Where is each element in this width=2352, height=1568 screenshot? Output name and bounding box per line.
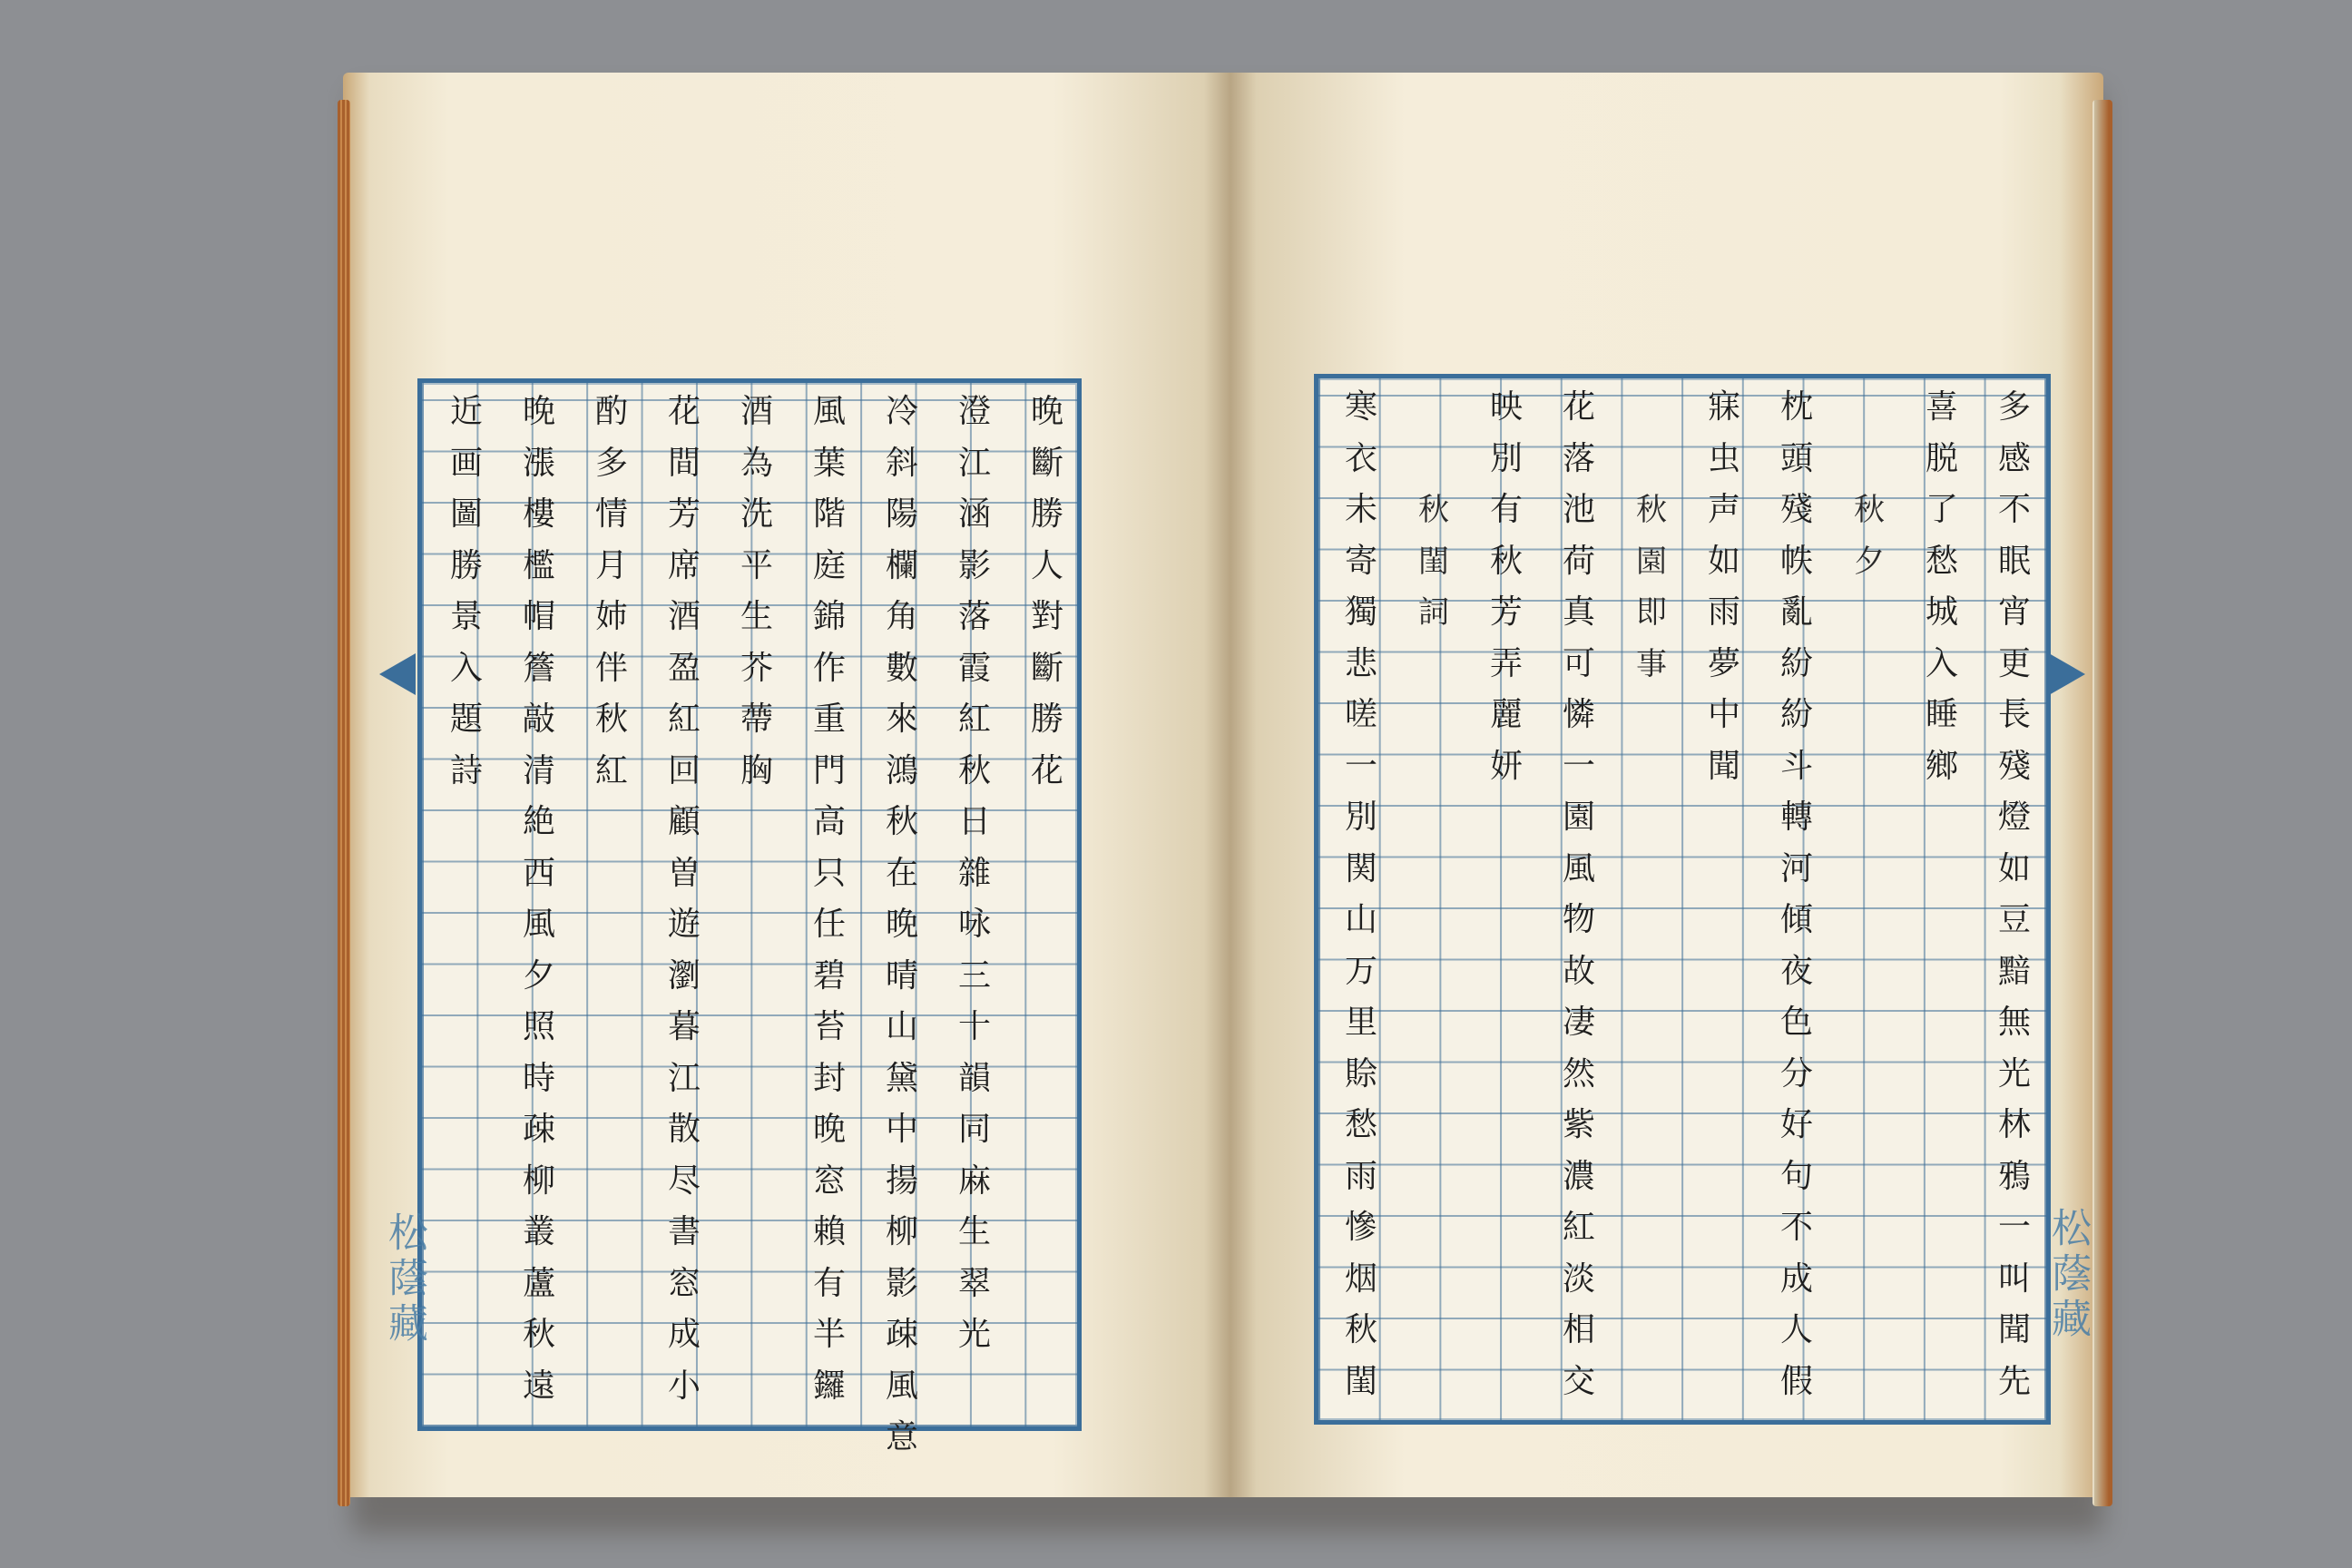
- character-cell: 揚: [885, 1161, 918, 1200]
- character-cell: 葉: [812, 444, 846, 482]
- character-cell: 晴: [885, 956, 918, 995]
- character-cell: 柳: [522, 1161, 555, 1200]
- character-cell: 聞: [1707, 747, 1740, 785]
- character-cell: 山: [885, 1008, 918, 1045]
- character-cell: 雜: [957, 854, 991, 892]
- character-cell: 中: [1707, 696, 1740, 733]
- character-cell: 角: [885, 598, 918, 635]
- character-cell: 長: [1997, 696, 2031, 733]
- character-cell: 書: [667, 1213, 701, 1250]
- character-cell: 中: [885, 1111, 918, 1148]
- character-cell: 斷: [1030, 649, 1063, 687]
- collector-seal: 松蔭藏: [2044, 1207, 2091, 1343]
- text-column: [1558, 382, 1600, 1407]
- text-column: [663, 387, 705, 1412]
- character-cell: 數: [885, 649, 918, 687]
- character-cell: 平: [740, 546, 773, 584]
- character-cell: 里: [1344, 1004, 1377, 1041]
- character-cell: 脱: [1925, 439, 1958, 477]
- character-cell: 門: [812, 751, 846, 789]
- character-cell: 叢: [522, 1213, 555, 1250]
- character-cell: 高: [812, 803, 846, 840]
- character-cell: 喜: [1925, 388, 1958, 426]
- character-cell: 淡: [1562, 1259, 1595, 1298]
- character-cell: 晚: [1030, 393, 1063, 430]
- character-cell: 妍: [1489, 747, 1523, 785]
- character-cell: 紫: [1562, 1106, 1595, 1143]
- text-column: [808, 387, 850, 1412]
- character-cell: 顧: [667, 803, 701, 840]
- text-column: [518, 387, 560, 1412]
- character-cell: 晚: [812, 1111, 846, 1148]
- character-cell: 愁: [1344, 1106, 1377, 1143]
- character-cell: 万: [1344, 952, 1377, 990]
- character-cell: 重: [812, 701, 846, 738]
- character-cell: 斷: [1030, 444, 1063, 482]
- character-cell: 江: [957, 444, 991, 482]
- character-cell: 照: [522, 1008, 555, 1045]
- character-cell: 疎: [885, 1316, 918, 1353]
- character-cell: 在: [885, 854, 918, 892]
- character-cell: 盈: [667, 649, 701, 687]
- character-cell: 庭: [812, 546, 846, 584]
- character-cell: 姉: [594, 598, 628, 635]
- character-cell: 風: [812, 393, 846, 430]
- character-cell: 交: [1562, 1362, 1595, 1400]
- character-cell: 咏: [957, 906, 991, 943]
- character-cell: 作: [812, 649, 846, 687]
- character-cell: 晚: [885, 906, 918, 943]
- character-cell: 意: [885, 1418, 918, 1455]
- character-cell: 麗: [1489, 696, 1523, 733]
- character-cell: 遊: [667, 906, 701, 943]
- character-cell: 即: [1636, 594, 1667, 631]
- text-column: [736, 387, 778, 797]
- character-cell: 園: [1562, 799, 1595, 836]
- character-cell: 故: [1562, 952, 1595, 990]
- character-cell: 月: [594, 546, 628, 584]
- character-cell: 相: [1562, 1311, 1595, 1348]
- character-cell: 酒: [667, 598, 701, 635]
- character-cell: 成: [1779, 1259, 1813, 1298]
- character-cell: 澄: [957, 393, 991, 430]
- character-cell: 閨: [1418, 543, 1449, 580]
- character-cell: 宵: [1997, 593, 2031, 631]
- character-cell: 賒: [1344, 1054, 1377, 1093]
- character-cell: 斜: [885, 444, 918, 482]
- character-cell: 夕: [1854, 543, 1885, 580]
- character-cell: 紛: [1779, 644, 1813, 682]
- character-cell: 景: [449, 598, 483, 635]
- character-cell: 夜: [1779, 952, 1813, 990]
- character-cell: 黯: [1997, 952, 2031, 990]
- character-cell: 時: [522, 1059, 555, 1097]
- character-cell: 小: [667, 1367, 701, 1405]
- character-cell: 傾: [1779, 901, 1813, 938]
- character-cell: 更: [1997, 644, 2031, 682]
- character-cell: 事: [1636, 645, 1667, 682]
- character-cell: 人: [1030, 546, 1063, 584]
- character-cell: 清: [522, 751, 555, 789]
- character-cell: 声: [1707, 491, 1740, 528]
- character-cell: 獨: [1344, 593, 1377, 631]
- character-cell: 紅: [594, 751, 628, 789]
- character-cell: 勝: [449, 546, 483, 584]
- character-cell: 帙: [1779, 542, 1813, 580]
- character-cell: 有: [1489, 491, 1523, 528]
- right-fold-marker-icon: [2049, 653, 2085, 695]
- character-cell: 瀏: [667, 956, 701, 995]
- character-cell: 如: [1997, 849, 2031, 887]
- character-cell: 生: [957, 1213, 991, 1250]
- character-cell: 光: [1997, 1054, 2031, 1093]
- character-cell: 窓: [667, 1264, 701, 1302]
- text-column: [1776, 382, 1818, 1407]
- character-cell: 枕: [1779, 388, 1813, 426]
- character-cell: 生: [740, 598, 773, 635]
- text-column: [954, 387, 995, 1361]
- character-cell: 勝: [1030, 495, 1063, 533]
- character-cell: 殘: [1779, 491, 1813, 528]
- character-cell: 了: [1925, 491, 1958, 528]
- character-cell: 真: [1562, 593, 1595, 631]
- character-cell: 半: [812, 1316, 846, 1353]
- character-cell: 曽: [667, 854, 701, 892]
- character-cell: 席: [667, 546, 701, 584]
- character-cell: 秋: [1344, 1311, 1377, 1348]
- character-cell: 色: [1779, 1004, 1813, 1041]
- right-manuscript-grid: [1314, 374, 2051, 1425]
- text-column: [1703, 382, 1745, 792]
- character-cell: 韻: [957, 1059, 991, 1097]
- character-cell: 荷: [1562, 542, 1595, 580]
- character-cell: 頭: [1779, 439, 1813, 477]
- character-cell: 河: [1779, 849, 1813, 887]
- character-cell: 封: [812, 1059, 846, 1097]
- character-cell: 鴉: [1997, 1157, 2031, 1195]
- character-cell: 遠: [522, 1367, 555, 1405]
- character-cell: 寐: [1707, 388, 1740, 426]
- collector-seal: 松蔭藏: [381, 1211, 427, 1348]
- character-cell: 柳: [885, 1213, 918, 1250]
- character-cell: 閨: [1344, 1362, 1377, 1400]
- character-cell: 蔕: [740, 701, 773, 738]
- character-cell: 睡: [1925, 696, 1958, 733]
- character-cell: 階: [812, 495, 846, 533]
- character-cell: 関: [1344, 849, 1377, 887]
- character-cell: 斗: [1779, 747, 1813, 785]
- character-cell: 多: [594, 444, 628, 482]
- character-cell: 對: [1030, 598, 1063, 635]
- character-cell: 好: [1779, 1106, 1813, 1143]
- character-cell: 芳: [667, 495, 701, 533]
- character-cell: 成: [667, 1316, 701, 1353]
- character-cell: 江: [667, 1059, 701, 1097]
- character-cell: 物: [1562, 901, 1595, 938]
- character-cell: 可: [1562, 644, 1595, 682]
- character-cell: 未: [1344, 491, 1377, 528]
- character-cell: 別: [1344, 799, 1377, 836]
- poem-title-column: [1413, 485, 1455, 639]
- open-book: [343, 54, 2103, 1506]
- character-cell: 紅: [667, 701, 701, 738]
- character-cell: 燈: [1997, 799, 2031, 836]
- character-cell: 伴: [594, 649, 628, 687]
- character-cell: 樓: [522, 495, 555, 533]
- character-cell: 一: [1344, 747, 1377, 785]
- character-cell: 秋: [522, 1316, 555, 1353]
- character-cell: 酒: [740, 393, 773, 430]
- character-cell: 別: [1489, 439, 1523, 477]
- right-page: [1230, 73, 2103, 1497]
- character-cell: 帽: [522, 598, 555, 635]
- character-cell: 秋: [957, 751, 991, 789]
- character-cell: 碧: [812, 956, 846, 995]
- character-cell: 一: [1997, 1209, 2031, 1246]
- text-column: [1485, 382, 1527, 792]
- character-cell: 弄: [1489, 644, 1523, 682]
- character-cell: 無: [1997, 1004, 2031, 1041]
- character-cell: 翠: [957, 1264, 991, 1302]
- character-cell: 日: [957, 803, 991, 840]
- character-cell: 夢: [1707, 644, 1740, 682]
- character-cell: 轉: [1779, 799, 1813, 836]
- character-cell: 蘆: [522, 1264, 555, 1302]
- left-fold-marker-icon: [379, 653, 416, 695]
- character-cell: 麻: [957, 1161, 991, 1200]
- character-cell: 有: [812, 1264, 846, 1302]
- character-cell: 錦: [812, 598, 846, 635]
- character-cell: 慘: [1344, 1209, 1377, 1246]
- text-column: [1340, 382, 1382, 1407]
- character-cell: 花: [1562, 388, 1595, 426]
- character-cell: 風: [1562, 849, 1595, 887]
- character-cell: 冷: [885, 393, 918, 430]
- text-column: [1921, 382, 1963, 792]
- character-cell: 漲: [522, 444, 555, 482]
- character-cell: 紛: [1779, 696, 1813, 733]
- character-cell: 凄: [1562, 1004, 1595, 1041]
- character-cell: 鑼: [812, 1367, 846, 1405]
- character-cell: 酌: [594, 393, 628, 430]
- character-cell: 園: [1636, 543, 1667, 580]
- character-cell: 落: [957, 598, 991, 635]
- character-cell: 秋: [885, 803, 918, 840]
- character-cell: 為: [740, 444, 773, 482]
- character-cell: 風: [885, 1367, 918, 1405]
- character-cell: 映: [1489, 388, 1523, 426]
- text-column: [881, 387, 923, 1464]
- character-cell: 憐: [1562, 696, 1595, 733]
- character-cell: 影: [957, 546, 991, 584]
- character-cell: 秋: [1636, 492, 1667, 528]
- character-cell: 濃: [1562, 1157, 1595, 1195]
- character-cell: 同: [957, 1111, 991, 1148]
- character-cell: 散: [667, 1111, 701, 1148]
- character-cell: 寒: [1344, 388, 1377, 426]
- character-cell: 圖: [449, 495, 483, 533]
- character-cell: 叫: [1997, 1259, 2031, 1298]
- character-cell: 一: [1562, 747, 1595, 785]
- character-cell: 絶: [522, 803, 555, 840]
- character-cell: 欄: [885, 546, 918, 584]
- character-cell: 回: [667, 751, 701, 789]
- character-cell: 光: [957, 1316, 991, 1353]
- character-cell: 烟: [1344, 1259, 1377, 1298]
- character-cell: 殘: [1997, 747, 2031, 785]
- character-cell: 不: [1779, 1209, 1813, 1246]
- character-cell: 勝: [1030, 701, 1063, 738]
- character-cell: 亂: [1779, 593, 1813, 631]
- character-cell: 眠: [1997, 542, 2031, 580]
- character-cell: 芳: [1489, 593, 1523, 631]
- character-cell: 悲: [1344, 644, 1377, 682]
- character-cell: 秋: [594, 701, 628, 738]
- character-cell: 句: [1779, 1157, 1813, 1195]
- character-cell: 暮: [667, 1008, 701, 1045]
- character-cell: 苔: [812, 1008, 846, 1045]
- character-cell: 秋: [1489, 542, 1523, 580]
- poem-title-column: [1848, 485, 1890, 587]
- character-cell: 只: [812, 854, 846, 892]
- character-cell: 落: [1562, 439, 1595, 477]
- character-cell: 池: [1562, 491, 1595, 528]
- character-cell: 入: [449, 649, 483, 687]
- character-cell: 近: [449, 393, 483, 430]
- character-cell: 風: [522, 906, 555, 943]
- character-cell: 涵: [957, 495, 991, 533]
- character-cell: 如: [1707, 542, 1740, 580]
- character-cell: 花: [1030, 751, 1063, 789]
- character-cell: 先: [1997, 1362, 2031, 1400]
- character-cell: 西: [522, 854, 555, 892]
- text-column: [1994, 382, 2035, 1407]
- character-cell: 情: [594, 495, 628, 533]
- left-manuscript-grid: [417, 378, 1082, 1455]
- character-cell: 分: [1779, 1054, 1813, 1093]
- character-cell: 三: [957, 956, 991, 995]
- character-cell: 檻: [522, 546, 555, 584]
- character-cell: 感: [1997, 439, 2031, 477]
- character-cell: 霞: [957, 649, 991, 687]
- character-cell: 鴻: [885, 751, 918, 789]
- character-cell: 疎: [522, 1111, 555, 1148]
- character-cell: 然: [1562, 1054, 1595, 1093]
- character-cell: 紅: [957, 701, 991, 738]
- character-cell: 秋: [1418, 492, 1449, 528]
- character-cell: 城: [1925, 593, 1958, 631]
- character-cell: 影: [885, 1264, 918, 1302]
- left-page: [343, 73, 1230, 1497]
- character-cell: 十: [957, 1008, 991, 1045]
- character-cell: 山: [1344, 901, 1377, 938]
- character-cell: 虫: [1707, 439, 1740, 477]
- character-cell: 画: [449, 444, 483, 482]
- character-cell: 詩: [449, 751, 483, 789]
- character-cell: 雨: [1344, 1157, 1377, 1195]
- character-cell: 秋: [1854, 492, 1885, 528]
- character-cell: 詞: [1418, 594, 1449, 631]
- character-cell: 愁: [1925, 542, 1958, 580]
- text-column: [591, 387, 632, 797]
- character-cell: 雨: [1707, 593, 1740, 631]
- character-cell: 聞: [1997, 1311, 2031, 1348]
- character-cell: 豆: [1997, 901, 2031, 938]
- left-page-edge: [338, 100, 350, 1506]
- character-cell: 多: [1997, 388, 2031, 426]
- character-cell: 賴: [812, 1213, 846, 1250]
- character-cell: 簷: [522, 649, 555, 687]
- character-cell: 人: [1779, 1311, 1813, 1348]
- character-cell: 任: [812, 906, 846, 943]
- poem-title-column: [1631, 485, 1672, 690]
- character-cell: 敲: [522, 701, 555, 738]
- character-cell: 窓: [812, 1161, 846, 1200]
- character-cell: 晚: [522, 393, 555, 430]
- character-cell: 題: [449, 701, 483, 738]
- character-cell: 黛: [885, 1059, 918, 1097]
- character-cell: 花: [667, 393, 701, 430]
- text-column: [446, 387, 487, 797]
- character-cell: 間: [667, 444, 701, 482]
- character-cell: 陽: [885, 495, 918, 533]
- character-cell: 寄: [1344, 542, 1377, 580]
- character-cell: 林: [1997, 1106, 2031, 1143]
- character-cell: 尽: [667, 1161, 701, 1200]
- character-cell: 夕: [522, 956, 555, 995]
- character-cell: 胸: [740, 751, 773, 789]
- character-cell: 衣: [1344, 439, 1377, 477]
- character-cell: 來: [885, 701, 918, 738]
- character-cell: 芥: [740, 649, 773, 687]
- text-column: [1026, 387, 1068, 797]
- character-cell: 不: [1997, 491, 2031, 528]
- character-cell: 鄉: [1925, 747, 1958, 785]
- character-cell: 假: [1779, 1362, 1813, 1400]
- character-cell: 紅: [1562, 1209, 1595, 1246]
- character-cell: 嗟: [1344, 696, 1377, 733]
- character-cell: 洗: [740, 495, 773, 533]
- character-cell: 入: [1925, 644, 1958, 682]
